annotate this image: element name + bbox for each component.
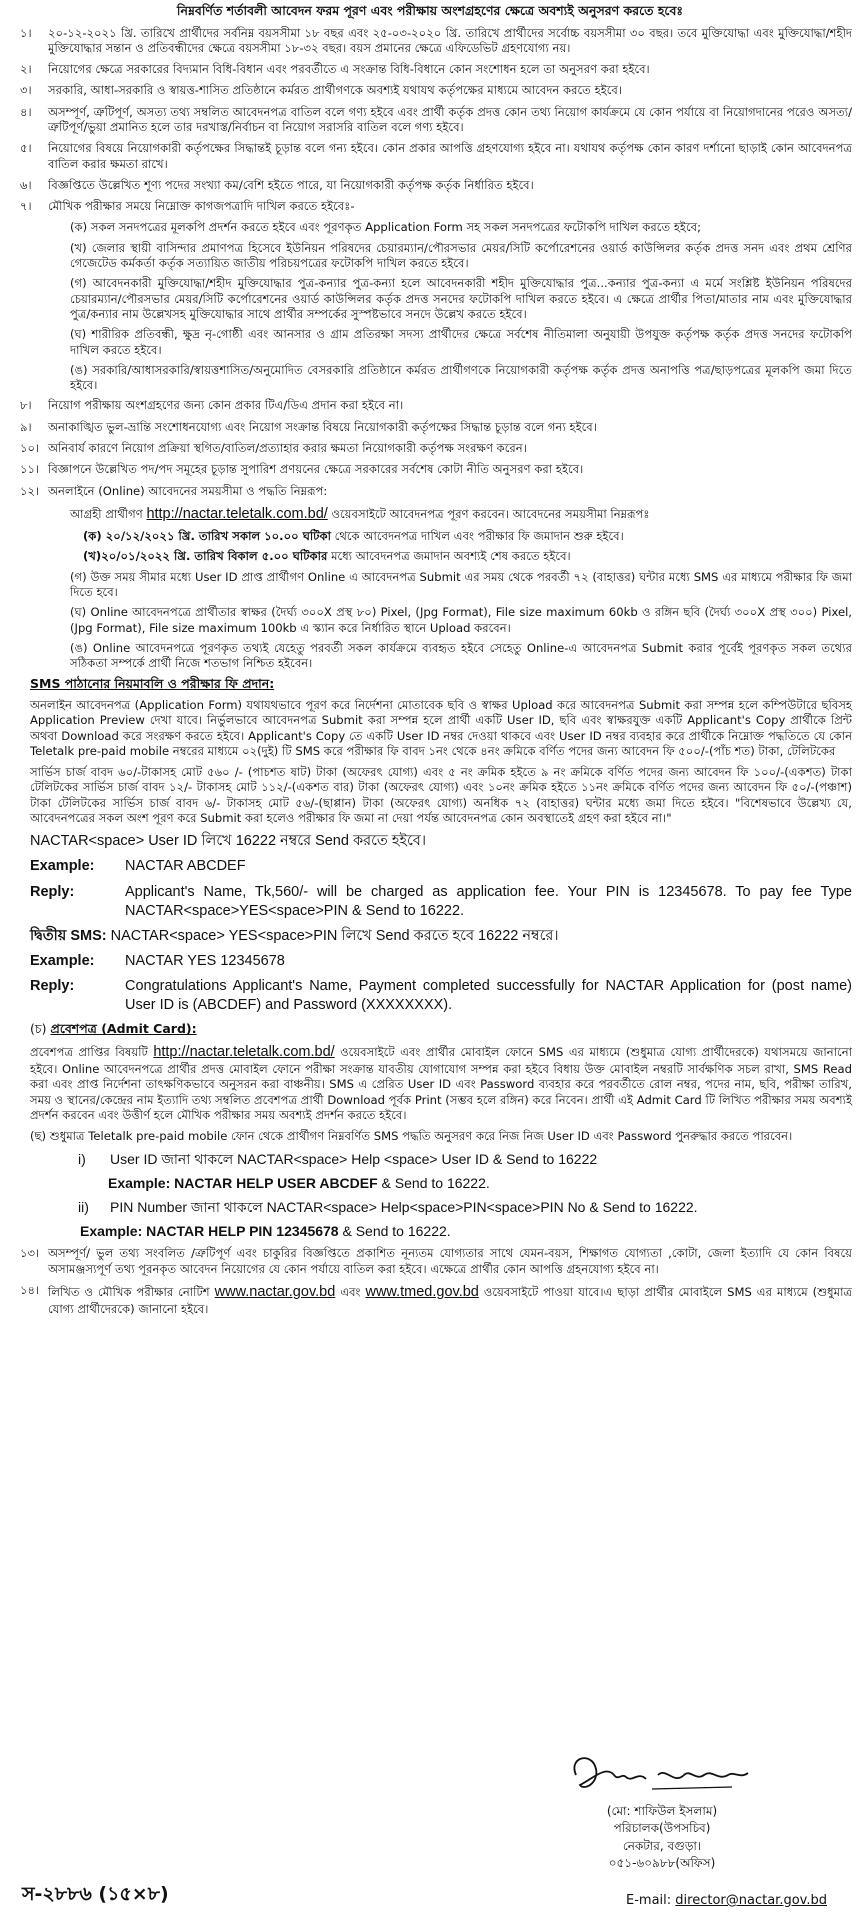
reply-label: Reply: [30, 883, 75, 900]
item-text [48, 1283, 852, 1317]
example-1 [30, 857, 852, 876]
admit-card-heading [30, 1021, 852, 1038]
item-number: ৪। [20, 104, 32, 119]
conditions-list-1 [8, 26, 852, 215]
deadline-end [83, 549, 852, 564]
example-label: Example: [30, 858, 95, 875]
first-sms-instruction: NACTAR<space> User ID লিখে 16222 নম্বরে Send করতে হইবে। [30, 833, 427, 850]
item-text: মৌখিক পরীক্ষার সময়ে নিম্নোক্ত কাগজপত্রাদি দাখিল করতে হইবেঃ- [48, 199, 355, 214]
admit-url-link[interactable]: http://nactar.teletalk.com.bd/ [153, 1043, 335, 1060]
option-text: User ID জানা থাকলে NACTAR<space> Help <space> User ID & Send to 16222 [110, 1151, 598, 1168]
option-number: i) [78, 1151, 86, 1168]
recovery-example-2 [80, 1222, 852, 1240]
item-text: নিয়োগ পরীক্ষায় অংশগ্রহণের জন্য কোন প্রকার টিএ/ডিএ প্রদান করা হইবে না। [48, 398, 404, 413]
sub-item: (ঘ) Online আবেদনপত্রে প্রার্থীতার স্বাক্ষর (দৈর্ঘ্য ৩০০X প্রস্থ ৮০) Pixel, (Jpg Format), File size maximum 60kb ও রঙ্গিন ছবি (দৈর্ঘ্য ৩০০X প্রস্থ ৩০০) Pixel, (Jpg Format), File size maximum 100kb এ স্ক্যান করে নির্ধারিত স্থানে Upload করবেন। [70, 605, 852, 635]
admit-card-paragraph [30, 1043, 852, 1123]
deadline-end-text: মধ্যে আবেদনপত্র জমাদান অবশ্যই শেষ করতে হইবে। [327, 549, 571, 564]
deadline-end-date: (খ)২০/০১/২০২২ খ্রি. তারিখ বিকাল ৫.০০ ঘটিকার [83, 549, 328, 564]
notice-text: এবং [335, 1284, 366, 1299]
reply-value: Congratulations Applicant's Name, Payment completed successfully for NACTAR Application for (post name) User ID is (ABCDEF) and Password (XXXXXXXX). [125, 978, 852, 1014]
online-intro [70, 505, 852, 524]
deadline-start-text: থেকে আবেদনপত্র দাখিল এবং পরীক্ষার ফি জমাদান শুরু হইবে। [330, 529, 624, 544]
item-text: ২০-১২-২০২১ খ্রি. তারিখে প্রার্থীদের সর্বনিম্ন বয়সসীমা ১৮ বছর এবং ২৫-০৩-২০২০ খ্রি. তারিখে প্রার্থীদের সর্বোচ্চ বয়সসীমা ৩০ বছর। তবে মুক্তিযোদ্ধা এবং মুক্তিযোদ্ধা/শহীদ মুক্তিযোদ্ধার সন্তান ও প্রতিবন্ধীদের ক্ষেত্রে বয়সসীমা ১৮-৩২ বছর। বয়স প্রমানের ক্ষেত্রে এফিডেভিট গ্রহণযোগ্য নয়। [48, 25, 852, 55]
list-item [8, 199, 852, 214]
deadline-start-date: (ক) ২০/১২/২০২১ খ্রি. তারিখ সকাল ১০.০০ ঘটিকা [83, 529, 331, 544]
sub-item: (খ) জেলার স্থায়ী বাসিন্দার প্রমাণপত্র হিসেবে ইউনিয়ন পরিষদের চেয়ারম্যান/পৌরসভার মেয়র/সিটি কর্পোরেশনের ওয়ার্ড কাউন্সিলর কর্তৃক প্রদত্ত সনদ এবং প্রথম শ্রেণির গেজেটেড কর্মকর্তা কর্তৃক সত্যায়িত জাতীয় পরিচয়পত্রের ফটোকপি দাখিল করতে হইবে। [70, 240, 852, 271]
notice-text: ওয়েবসাইটে পাওয়া যাবে।এ ছাড়া প্রার্থীর মোবাইলে SMS এর মাধ্যমে (শুধুমাত্র যোগ্য প্রার্থীদেরকে) জানানো হইবে। [48, 1284, 852, 1316]
signature-block [552, 1745, 772, 1873]
example-rest: & Send to 16222. [338, 1222, 451, 1239]
item-number: ১২। [20, 483, 40, 498]
list-item [8, 141, 852, 172]
signatory-name: (মো: শাফিউল ইসলাম) [606, 1804, 718, 1818]
item-text: বিজ্ঞপ্তিতে উল্লেখিত শূণ্য পদের সংখ্যা কম/বেশি হইতে পারে, যা নিয়োগকারী কর্তৃপক্ষ কর্তৃক নির্ধারিত হইবে। [48, 177, 534, 192]
item-number: ৫। [20, 141, 32, 156]
notice-title: নিম্নবর্ণিত শর্তাবলী আবেদন ফরম পূরণ এবং পরীক্ষায় অংশগ্রহণের ক্ষেত্রে অবশ্যই অনুসরণ করতে হবেঃ [176, 3, 684, 18]
sub-item: (ঙ) সরকারি/আধাসরকারি/স্বায়ত্তশাসিত/অনুমোদিত বেসরকারি প্রতিষ্ঠানে কর্মরত প্রার্থীগণকে নিয়োগকারী কর্তৃপক্ষ কর্তৃক প্রদত্ত অনাপত্তি পত্র/ছাড়পত্রের মূলকপি জমা দিতে হইবে। [70, 362, 852, 393]
item-number: ৮। [20, 398, 32, 413]
option-number: ii) [78, 1199, 89, 1216]
admit-text: ওয়েবসাইটে এবং প্রার্থীর মোবাইল ফোনে SMS এর মাধ্যমে (শুধুমাত্র যোগ্য প্রার্থীদেরকে) যথাসময়ে জানানো হইবে। Online আবেদনপত্রে প্রার্থীর প্রদত্ত মোবাইল ফোনে পরীক্ষা সংক্রান্ত যাবতীয় যোগাযোগ সম্পন্ন করা হইবে বিধায় উক্ত মোবাইল নম্বরটি সার্বক্ষণিক সচল রাখা, SMS Read করা এবং প্রাপ্ত নির্দেশনা তাৎক্ষণিকভাবে অনুসরন করা বাঞ্চনীয়। SMS এ প্রেরিত User ID এবং Password ব্যবহার করে পরবর্তীতে রোল নম্বর, পদের নাম, ছবি, পরীক্ষা তারিখ, সময় ও স্থানের/কেন্দ্রের নাম ইত্যাদি তথ্য সম্বলিত প্রবেশপত্র প্রার্থী Download পূর্বক Print (সম্ভব হলে রঙ্গিন) করে নিবেন। প্রার্থী এই Admit Card টি লিখিত পরীক্ষার সময় অবশ্যই প্রদর্শন করবেন এবং উত্তীর্ণ হলে মৌখিক পরীক্ষার সময় অবশ্যই প্রদর্শন করতে হইবে। [30, 1044, 853, 1122]
example-value: NACTAR ABCDEF [125, 858, 246, 875]
recovery-option-2 [78, 1198, 852, 1216]
example-bold: Example: NACTAR HELP USER ABCDEF [108, 1174, 378, 1191]
sub-item: (গ) উক্ত সময় সীমার মধ্যে User ID প্রাপ্ত প্রার্থীগণ Online এ আবেদনপত্র Submit এর সময় থেকে পরবর্তী ৭২ (বাহাত্তর) ঘন্টার মধ্যে SMS এর মাধ্যমে পরীক্ষার ফি জমা দিতে হবে। [70, 569, 852, 599]
list-item [8, 105, 852, 136]
list-item [8, 484, 852, 499]
admit-prefix: (চ) [30, 1021, 51, 1037]
item-text: অনিবার্য কারণে নিয়োগ প্রক্রিয়া স্থগিত/বাতিল/প্রত্যাহার করার ক্ষমতা নিয়োগকারী কর্তৃপক্ষ সংরক্ষণ করেন। [48, 441, 527, 456]
item-number: ১০। [20, 441, 40, 456]
example-rest: & Send to 16222. [377, 1174, 490, 1191]
item-text: অনলাইনে (Online) আবেদনের সময়সীমা ও পদ্ধতি নিম্নরূপ: [48, 483, 328, 498]
item-text: অসম্পূর্ণ/ ভুল তথ্য সংবলিত /ত্রুটিপূর্ণ এবং চাকুরির বিজ্ঞপ্তিতে প্রকাশিত নূন্যতম যোগ্যতার সাথে যেমন-বয়স, শিক্ষাগত যোগ্যতা ,কোটা, জেলা ইত্যাদি যে কোন বিষয়ে অসামঞ্জস্যপূর্ণ তথ্য পূরনকৃত আবেদন নিয়োগের যে কোন পর্যায়ে বাতিল করা হইবে। এক্ষেত্রে প্রার্থীর কোন আপত্তি গ্রহনযোগ্য হইবে না। [48, 1246, 852, 1276]
item-number: ১৩। [20, 1246, 40, 1261]
signatory-phone: ০৫১-৬০৯৮৮(অফিস) [608, 1856, 716, 1871]
admit-text: প্রবেশপত্র প্রাপ্তির বিষয়টি [30, 1044, 154, 1059]
reply-value: Applicant's Name, Tk,560/- will be charged as application fee. Your PIN is 12345678. To pay fee Type NACTAR<space>YES<space>PIN & Send to 16222. [125, 883, 852, 919]
recovery-example-1 [108, 1174, 852, 1192]
item-number: ১৪। [20, 1282, 40, 1297]
example-label: Example: [30, 952, 95, 969]
documents-sublist [8, 220, 852, 393]
second-sms-text: NACTAR<space> YES<space>PIN লিখে Send করতে হবে 16222 নম্বরে। [106, 927, 559, 944]
list-item [8, 1246, 852, 1277]
item-text: নিয়োগের বিষয়ে নিয়োগকারী কর্তৃপক্ষের সিদ্ধান্তই চূড়ান্ত বলে গন্য হইবে। কোন প্রকার আপত্তি গ্রহণযোগ্য হইবে না। যথাযথ কর্তৃপক্ষ কোন কারণ দর্শানো ছাড়াই কোন আবেদনপত্র বাতিল করার ক্ষমতা রাখে। [48, 141, 852, 171]
intro-text: ওয়েবসাইটে আবেদনপত্র পূরণ করবেন। আবেদনের সময়সীমা নিম্নরূপঃ [327, 506, 650, 521]
item-number: ১। [20, 25, 32, 40]
signature-icon [562, 1745, 762, 1803]
email-label: E-mail: [626, 1893, 676, 1908]
example-bold: Example: NACTAR HELP PIN 12345678 [80, 1222, 339, 1239]
recovery-option-1 [78, 1150, 852, 1168]
reply-2 [30, 977, 852, 1015]
item-number: ৬। [20, 177, 32, 192]
sub-item: (গ) আবেদনকারী মুক্তিযোদ্ধা/শহীদ মুক্তিযোদ্ধার পুত্র-কন্যার পুত্র-কন্যা হলে আবেদনকারী শহীদ মুক্তিযোদ্ধার পুত্র...কন্যার পুত্র-কন্যা এ মর্মে সংশ্লিষ্ট ইউনিয়ন পরিষদের চেয়ারম্যান/পৌরসভার মেয়র/সিটি কর্পোরেশনের ওয়ার্ড কাউন্সিলর কর্তৃক প্রদত্ত সনদের ফটোকপি দাখিল করতে হইবে। এ ক্ষেত্রে প্রার্থীর পিতা/মাতার নাম এবং মুক্তিযোদ্ধার পুত্র/কন্যার নাম উল্লেখসহ মুক্তিযোদ্ধার সাথে প্রার্থীর সম্পর্কের সুস্পষ্টভাবে সনদে উল্লেখ করতে হইবে। [70, 276, 852, 321]
list-item [8, 1283, 852, 1317]
list-item [8, 83, 852, 98]
notice-code: স-২৮৮৬ (১৫×৮) [22, 1883, 169, 1905]
list-item [8, 398, 852, 413]
item-number: ২। [20, 62, 32, 77]
sms-heading [30, 676, 852, 693]
notice-text: লিখিত ও মৌখিক পরীক্ষার নোটিশ [48, 1284, 215, 1299]
signatory-designation: পরিচালক(উপসচিব) [613, 1821, 711, 1836]
second-sms-label: দ্বিতীয় SMS: [30, 927, 107, 944]
list-item [8, 420, 852, 435]
item-text: বিজ্ঞাপনে উল্লেখিত পদ/পদ সমূহের চূড়ান্ত সুপারিশ প্রণয়নের ক্ষেত্রে সরকারের সর্বশেষ কোটা নীতি অনুসরণ করা হইবে। [48, 462, 584, 477]
sub-item: (ঙ) Online আবেদনপত্রে পূরণকৃত তথ্যই যেহেতু পরবর্তী সকল কার্যক্রমে ব্যবহৃত হইবে সেহেতু Online-এ আবেদনপত্র Submit করার পূর্বেই পূরণকৃত সকল তথ্যের সঠিকতা সম্পর্কে প্রার্থী নিজে শতভাগ নিশ্চিত হইবেন। [70, 640, 852, 671]
option-text: PIN Number জানা থাকলে NACTAR<space> Help<space>PIN<space>PIN No & Send to 16222. [110, 1199, 698, 1216]
list-item [8, 178, 852, 193]
tmed-website-link[interactable]: www.tmed.gov.bd [365, 1283, 479, 1300]
second-sms-instruction [30, 927, 852, 946]
sms-paragraph-1: অনলাইন আবেদনপত্র (Application Form) যথাযথভাবে পূরণ করে নির্দেশনা মোতাবেক ছবি ও স্বাক্ষর Upload করে আবেদনপত্র Submit করা সম্পন্ন হলে কম্পিউটারে ছবিসহ Application Preview দেখা যাবে। নির্ভুলভাবে আবেদনপত্র Submit করা সম্পন্ন হলে প্রার্থী একটি User ID, ছবি এবং স্বাক্ষরযুক্ত একটি Applicant's Copy প্রার্থীকে প্রিন্ট অথবা Download করে সংরক্ষণ করতে হইবে। Applicant's Copy তে একটি User ID নম্বর দেওয়া থাকবে এবং User ID নম্বর ব্যবহার করে প্রার্থীকে নিম্নোক্ত পদ্ধতিতে যে কোন Teletalk pre-paid mobile নম্বরের মাধ্যমে ০২(দুই) টি SMS করে পরীক্ষার ফি বাবদ ১নং থেকে ৪নং ক্রমিকে বর্ণিত পদের জন্য আবেদন ফি ৫০০/-(পাঁচ শত) টাকা, টেলিটকের [30, 697, 852, 758]
reply-1 [30, 883, 852, 921]
application-url-link[interactable]: http://nactar.teletalk.com.bd/ [146, 505, 328, 522]
item-text: সরকারি, আধা-সরকারি ও স্বায়ত্ত-শাসিত প্রতিষ্ঠানে কর্মরত প্রার্থীগণকে অবশ্যই যথাযথ কর্তৃপক্ষের মাধ্যমে আবেদন করতে হইবে। [48, 83, 622, 98]
sub-item: (ক) সকল সনদপত্রের মূলকপি প্রদর্শন করতে হইবে এবং পূরণকৃত Application Form সহ সকল সনদপত্রের ফটোকপি দাখিল করতে হইবে; [70, 220, 701, 235]
item-number: ৯। [20, 419, 32, 434]
sms-paragraph-2: সার্ভিস চার্জ বাবদ ৬০/-টাকাসহ মোট ৫৬০ /- (পাচশত ষাট) টাকা (অফেরৎ যোগ্য) এবং ৫ নং ক্রমিক হইতে ৯ নং ক্রমিকে বর্ণিত পদের জন্য আবেদন ফি ১০০/-(একশত) টাকা টেলিটকের সার্ভিস চার্জ বাবদ ১২/- টাকাসহ মোট ১১২/-(একশত বার) টাকা (অফেরৎ যোগ্য) এবং ১০নং ক্রমিক হইতে ১১নং ক্রমিকে বর্ণিত পদের জন্য আবেদন ফি ৫০/-(পঞ্চাশ) টাকা টেলিটকের সার্ভিস চার্জ বাবদ ৬/- টাকাসহ মোট ৫৬/-(ছাপ্পান) টাকা (অফেরৎ যোগ্য) অনধিক ৭২ (বাহাত্তর) ঘন্টার মধ্যে জমা দিতে হইবে। "বিশেষভাবে উল্লেখ্য যে, আবেদনপত্রের সকল অংশ পূরণ করে Submit করা হলেও পরীক্ষার ফি জমা না দেয়া পর্যন্ত আবেদনপত্র কোন অবস্থাতেই গ্রহণ করা হইবে না।" [30, 765, 852, 825]
item-number: ১১। [20, 462, 40, 477]
list-item [8, 62, 852, 77]
list-item [8, 441, 852, 456]
item-text: নিয়োগের ক্ষেত্রে সরকারের বিদ্যমান বিধি-বিধান এবং পরবর্তীতে এ সংক্রান্ত বিধি-বিধানে কোন সংশোধন হলে তা অনুসরণ করা হইবে। [48, 62, 650, 77]
item-number: ৩। [20, 83, 32, 98]
list-item [8, 462, 852, 477]
nactar-website-link[interactable]: www.nactar.gov.bd [214, 1283, 336, 1300]
sub-item: (ঘ) শারীরিক প্রতিবন্ধী, ক্ষুদ্র নৃ-গোষ্ঠী এবং আনসার ও গ্রাম প্রতিরক্ষা সদস্য প্রার্থীদের ক্ষেত্রে সর্বশেষ নীতিমালা অনুযায়ী উপযুক্ত কর্তৃপক্ষ কর্তৃক প্রদত্ত সনদের ফটোকপি দাখিল করতে হইবে। [70, 327, 852, 357]
signatory-office: নেকটার, বগুড়া। [622, 1838, 702, 1853]
deadline-start [83, 529, 852, 544]
example-2 [30, 952, 852, 971]
email-link[interactable]: director@nactar.gov.bd [675, 1893, 827, 1908]
item-text: অসম্পূর্ণ, ত্রুটিপূর্ণ, অসত্য তথ্য সম্বলিত আবেদনপত্র বাতিল বলে গণ্য হইবে এবং প্রার্থী কর্তৃক প্রদত্ত কোন তথ্য নিয়োগ কার্যক্রমে যে কোন পর্যায়ে বা নিয়োগদানের পরেও অসত্য/ত্রুটিপূর্ণ/ভুয়া প্রমানিত হলে তার দরখাস্ত/নির্বাচন বা নিয়োগ সরাসরি বাতিল বলে গণ্য হইবে। [48, 104, 852, 134]
item-text: অনাকাঙ্খিত ভুল-ভ্রান্তি সংশোধনযোগ্য এবং নিয়োগ সংক্রান্ত বিষয়ে নিয়োগকারী কর্তৃপক্ষের সিদ্ধান্ত চূড়ান্ত বলে গন্য হইবে। [48, 419, 597, 434]
conditions-list-2 [8, 398, 852, 498]
email-line [626, 1892, 827, 1909]
example-value: NACTAR YES 12345678 [125, 952, 285, 969]
reply-label: Reply: [30, 978, 75, 995]
intro-text: আগ্রহী প্রার্থীগণ [70, 506, 147, 521]
admit-heading-text: প্রবেশপত্র (Admit Card): [50, 1021, 197, 1037]
sms-heading-text: SMS পাঠানোর নিয়মাবলি ও পরীক্ষার ফি প্রদান: [30, 676, 275, 692]
list-item [8, 26, 852, 57]
item-number: ৭। [20, 199, 32, 214]
recovery-paragraph: (ছ) শুধুমাত্র Teletalk pre-paid mobile ফোন থেকে প্রার্থীগণ নিম্নবর্ণিত SMS পদ্ধতি অনুসরণ করে নিজ নিজ User ID এবং Password পুনরুদ্ধার করতে পারবেন। [30, 1129, 793, 1144]
